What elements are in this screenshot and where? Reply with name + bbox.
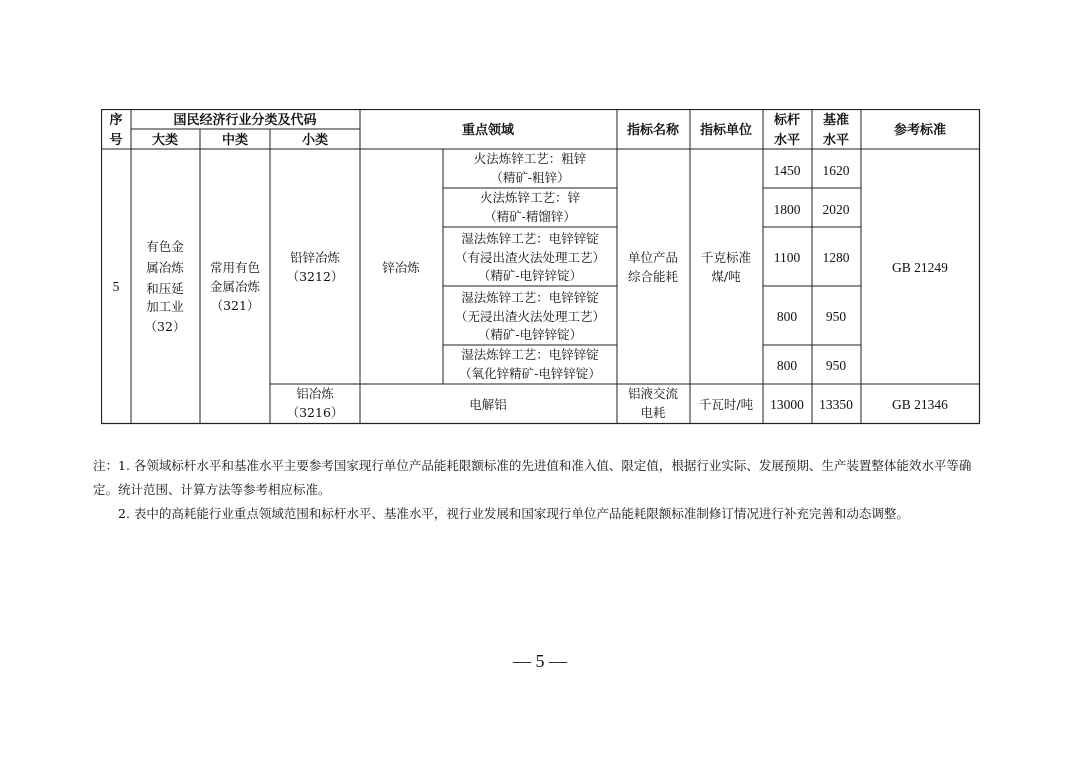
process-line: 火法炼锌工艺：粗锌 <box>473 151 587 166</box>
header-indicator-unit: 指标单位 <box>699 123 753 138</box>
header-benchmark-line2: 水平 <box>773 133 801 148</box>
zinc-minor-class: 铅锌冶炼 <box>289 250 341 265</box>
header-major-class: 大类 <box>151 133 179 148</box>
row-seq-number: 5 <box>112 279 120 294</box>
header-baseline-line2: 水平 <box>822 133 850 148</box>
process-line: 火法炼锌工艺：锌 <box>479 190 581 205</box>
process-line: （精矿-电锌锌锭） <box>477 327 583 342</box>
aluminum-key-field: 电解铝 <box>469 397 507 412</box>
baseline-value: 950 <box>825 358 847 373</box>
middle-class-line: 常用有色 <box>209 260 261 275</box>
header-middle-class: 中类 <box>221 133 249 148</box>
zinc-reference-standard: GB 21249 <box>892 260 948 275</box>
process-line: （有浸出渣火法处理工艺） <box>454 250 606 265</box>
table-notes <box>93 454 993 526</box>
major-class-line: 属冶炼 <box>146 260 184 275</box>
middle-class-code: （321） <box>210 298 260 313</box>
aluminum-indicator-unit: 千瓦时/吨 <box>698 397 754 412</box>
zinc-indicator-unit-line: 千克标准 <box>700 250 752 265</box>
process-line: （精矿-精馏锌） <box>484 209 576 224</box>
process-line: （精矿-粗锌） <box>490 170 570 185</box>
aluminum-indicator-name-line: 铝液交流 <box>627 386 679 401</box>
process-line: （精矿-电锌锌锭） <box>477 268 583 283</box>
major-class-code: （32） <box>144 319 186 334</box>
baseline-value: 1620 <box>822 163 850 178</box>
zinc-indicator-name-line: 单位产品 <box>627 250 679 265</box>
middle-class-line: 金属冶炼 <box>209 279 261 294</box>
table-grid <box>101 109 981 427</box>
aluminum-baseline-value: 13350 <box>819 397 853 412</box>
benchmark-value: 1100 <box>773 250 801 265</box>
major-class-line: 和压延 <box>146 281 184 296</box>
major-class-line: 加工业 <box>146 299 184 314</box>
benchmark-value: 800 <box>776 309 798 324</box>
process-line: （氧化锌精矿-电锌锌锭） <box>459 366 601 381</box>
process-line: 湿法炼锌工艺：电锌锌锭 <box>461 347 599 362</box>
benchmark-value: 800 <box>776 358 798 373</box>
zinc-key-field: 锌冶炼 <box>382 260 420 275</box>
zinc-indicator-name-line: 综合能耗 <box>627 269 679 284</box>
header-baseline-line1: 基准 <box>822 113 850 128</box>
note-1: 注：1. 各领域标杆水平和基准水平主要参考国家现行单位产品能耗限额标准的先进值和准入值、限定值，根据行业实际、发展预期、生产装置整体能效水平等确定。统计范围、计算方法等参考相应标准。 <box>93 458 972 497</box>
benchmark-value: 1800 <box>773 202 801 217</box>
baseline-value: 950 <box>825 309 847 324</box>
zinc-indicator-unit-line: 煤/吨 <box>711 269 741 284</box>
benchmark-value: 1450 <box>773 163 801 178</box>
aluminum-indicator-name-line: 电耗 <box>640 405 666 420</box>
header-minor-class: 小类 <box>301 133 329 148</box>
header-reference-standard: 参考标准 <box>893 123 947 138</box>
baseline-value: 2020 <box>822 202 850 217</box>
zinc-minor-class-code: （3212） <box>286 269 344 284</box>
major-class-line: 有色金 <box>146 239 184 254</box>
energy-benchmark-table <box>101 109 981 431</box>
header-indicator-name: 指标名称 <box>626 123 680 138</box>
page-number: — 5 — <box>513 651 567 671</box>
aluminum-benchmark-value: 13000 <box>770 397 804 412</box>
baseline-value: 1280 <box>822 250 850 265</box>
aluminum-reference-standard: GB 21346 <box>892 397 948 412</box>
aluminum-minor-class: 铝冶炼 <box>296 386 334 401</box>
aluminum-minor-class-code: （3216） <box>286 405 344 420</box>
header-industry-classification: 国民经济行业分类及代码 <box>173 113 317 128</box>
process-line: 湿法炼锌工艺：电锌锌锭 <box>461 231 599 246</box>
header-seq-line2: 号 <box>109 133 123 148</box>
header-key-field: 重点领域 <box>461 123 515 138</box>
header-seq-line1: 序 <box>109 113 123 128</box>
note-2: 2. 表中的高耗能行业重点领域范围和标杆水平、基准水平，视行业发展和国家现行单位产品能耗限额标准制修订情况进行补充完善和动态调整。 <box>118 506 909 521</box>
header-benchmark-line1: 标杆 <box>773 113 801 128</box>
process-line: （无浸出渣火法处理工艺） <box>454 309 606 324</box>
process-line: 湿法炼锌工艺：电锌锌锭 <box>461 290 599 305</box>
